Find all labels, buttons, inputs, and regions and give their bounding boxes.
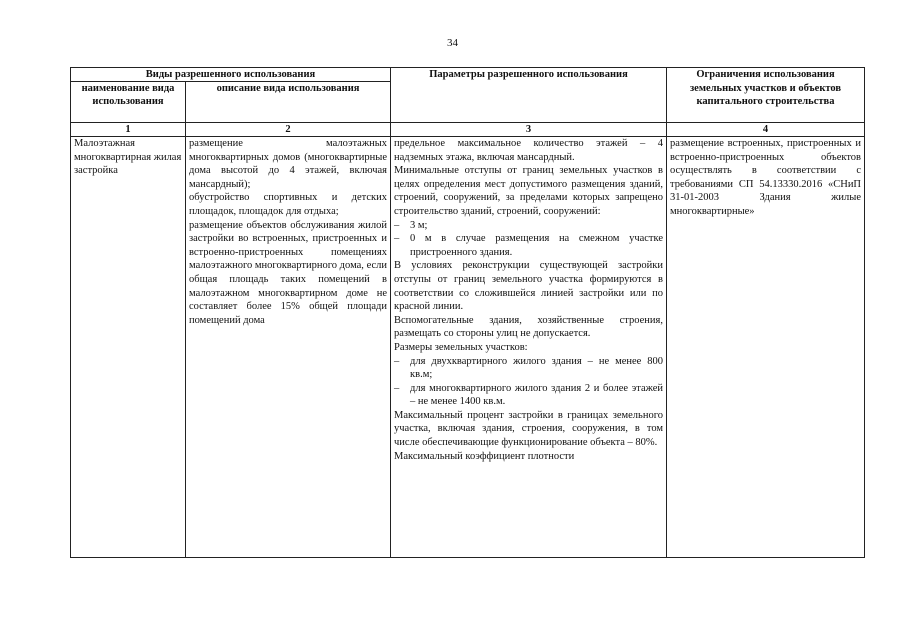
restrictions-text: размещение встроенных, пристроенных и встроенно-пристроенных объектов осуществлять в соответствии с требованиями СП 54.13330.2016 «СНиП 31-01-2003 Здания жилые многоквартирные»: [670, 138, 862, 217]
restrictions-cell: [667, 137, 865, 558]
dash-bullet: –: [394, 219, 400, 231]
parameter-paragraph: Максимальный коэффициент плотности: [394, 450, 575, 462]
dash-bullet: –: [394, 233, 400, 245]
parameter-paragraph: Максимальный процент застройки в границах земельного участка, включая здания, строения, сооружения, в том числе обеспечивающие функционирование объекта – 80%.: [394, 409, 664, 449]
description-item: размещение малоэтажных многоквартирных домов (многоквартирные дома высотой до 4 этажей, включая мансардный);: [189, 138, 388, 190]
column-number-3: 3: [391, 123, 667, 137]
parameter-paragraph: В условиях реконструкции существующей застройки отступы от границ земельного участка формируются в соответствии со сложившейся линией застройки или по красной линии.: [394, 260, 664, 313]
parameter-paragraph: Размеры земельных участков:: [394, 341, 528, 353]
table-row: [71, 137, 865, 558]
usage-description-cell: [186, 137, 391, 558]
parameter-paragraph: Минимальные отступы от границ земельных участков в целях определения мест допустимого размещения зданий, строений, сооружений, за пределами которых запрещено строительство зданий, строений, сооружений:: [394, 165, 664, 217]
column-number-4: 4: [667, 123, 865, 137]
parameters-cell: [391, 137, 667, 558]
description-item: обустройство спортивных и детских площадок, площадок для отдыха;: [189, 192, 388, 217]
parameter-paragraph: предельное максимальное количество этажей – 4 надземных этажа, включая мансардный.: [394, 138, 664, 163]
usage-name-cell: [71, 137, 186, 558]
dash-bullet: –: [394, 382, 400, 394]
column-number-2: 2: [186, 123, 391, 137]
column-number-row: [71, 123, 865, 137]
page-number: 34: [447, 37, 458, 49]
dash-bullet: –: [394, 355, 400, 367]
description-item: размещение объектов обслуживания жилой застройки во встроенных, пристроенных и встроенно-пристроенных помещениях малоэтажного многоквартирного дома, если общая площадь таких помещений в малоэтажном многоквартирном доме не составляет более 15% общей площади помещений дома: [189, 219, 388, 326]
dash-item-text: для многоквартирного жилого здания 2 и более этажей – не менее 1400 кв.м.: [410, 382, 664, 408]
header-restrictions: Ограничения использования земельных участков и объектов капитального строительства: [667, 68, 865, 123]
dash-list-item: [394, 355, 663, 382]
dash-list-item: [394, 232, 663, 259]
dash-list-item: [394, 219, 663, 233]
header-usage-types: Виды разрешенного использования: [71, 68, 391, 82]
dash-item-text: для двухквартирного жилого здания – не менее 800 кв.м;: [410, 355, 664, 381]
dash-item-text: 0 м в случае размещения на смежном участке пристроенного здания.: [410, 233, 664, 258]
usage-name: Малоэтажная многоквартирная жилая застройка: [74, 138, 182, 177]
dash-list-item: [394, 382, 663, 409]
header-parameters: Параметры разрешенного использования: [391, 68, 667, 123]
parameter-paragraph: Вспомогательные здания, хозяйственные строения, размещать со стороны улиц не допускается.: [394, 314, 664, 340]
dash-item-text: 3 м;: [410, 219, 428, 231]
header-usage-description: описание вида использования: [186, 82, 391, 123]
header-usage-name: наименование вида использования: [71, 82, 186, 123]
land-use-table: [70, 67, 865, 558]
column-number-1: 1: [71, 123, 186, 137]
